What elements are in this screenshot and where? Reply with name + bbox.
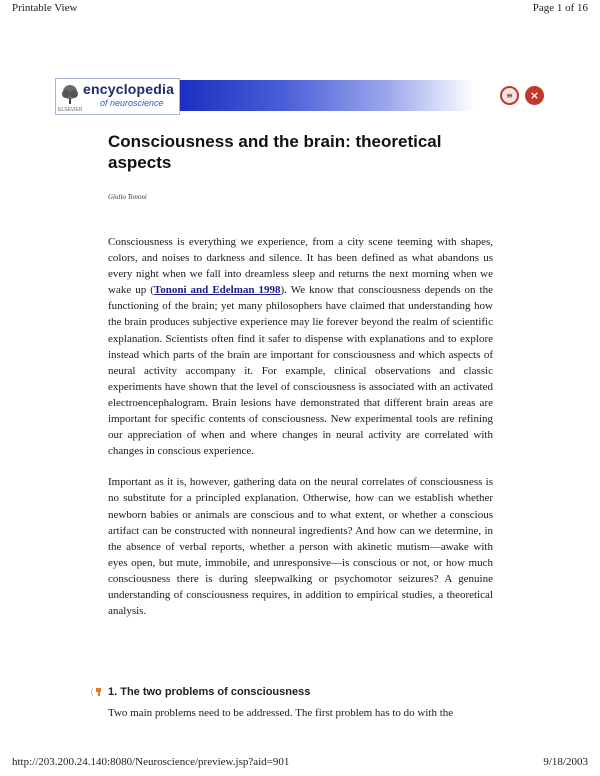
page-url: http://203.200.24.140:8080/Neuroscience/preview.jsp?aid=901 xyxy=(12,756,290,768)
paragraph-text: ). We know that consciousness depends on the functioning of the brain; yet many philosophers have claimed that understanding how the brain produces subjective experience may lie forever beyond the realm of scientific explanation. Scientists often find it safer to dispense with explanations and to explore instead which parts of the brain are important for consciousness and which aspects of neural activity accompany it. For example, clinical observations and classic experiments have shown that the level of consciousness is associated with an activated electroencephalogram. Brain lesions have demonstrated that different brain areas are important for specific contents of consciousness. New experimental tools are refining our appreciation of when and where changes in neural activity are correlated with changes in conscious experience. xyxy=(108,284,493,458)
tree-icon xyxy=(60,84,80,106)
article-title: Consciousness and the brain: theoretical aspects xyxy=(108,132,442,172)
logo-subtitle: of neuroscience xyxy=(100,98,164,108)
table-of-contents-glyph: ≡ xyxy=(506,91,513,100)
section-heading-text: 1. The two problems of consciousness xyxy=(108,686,311,698)
publisher-name: ELSEVIER xyxy=(58,107,83,113)
section-heading xyxy=(90,686,310,698)
print-date: 9/18/2003 xyxy=(543,756,588,768)
logo xyxy=(55,78,180,115)
section-text: Two main problems need to be addressed. The first problem has to do with the xyxy=(108,707,454,719)
close-glyph: × xyxy=(529,89,540,102)
article-author: Giulio Tononi xyxy=(108,193,147,201)
paragraph-text: Consciousness is everything we experience, from a city scene teeming with shapes, colors, and noises to darkness and silence. It has been defined as what abandons us every night when we fall into dreamless sleep and returns the next morning when we wake up ( xyxy=(108,236,493,297)
article-body xyxy=(108,234,493,634)
close-icon[interactable] xyxy=(525,86,544,105)
print-header-title: Printable View xyxy=(12,2,78,14)
print-footer xyxy=(12,756,588,768)
citation-link[interactable]: Tononi and Edelman 1998 xyxy=(153,284,281,297)
print-header xyxy=(12,2,588,14)
paragraph xyxy=(108,234,493,459)
table-of-contents-icon[interactable] xyxy=(500,86,519,105)
encyclopedia-banner xyxy=(55,78,475,115)
logo-title: encyclopedia xyxy=(83,81,175,97)
toolbar-icons xyxy=(500,86,544,105)
page-indicator: Page 1 of 16 xyxy=(532,2,588,14)
banner-gradient-bar xyxy=(180,80,475,111)
section-marker-icon xyxy=(90,687,104,697)
paragraph: Important as it is, however, gathering data on the neural correlates of consciousness is no substitute for a principled explanation. Otherwise, how can we establish whether newborn babies or animals are conscious and to what extent, or whether a conscious artifact can be constructed with nonneural ingredients? And how can we determine, in the absence of verbal reports, whether a person with akinetic mutism—awake with eyes open, but mute, immobile, and unresponsive—is conscious or not, or how much consciousness there is during sleepwalking or psychomotor seizures? A genuine understanding of consciousness requires, in addition to empirical studies, a theoretical analysis. xyxy=(108,476,493,618)
